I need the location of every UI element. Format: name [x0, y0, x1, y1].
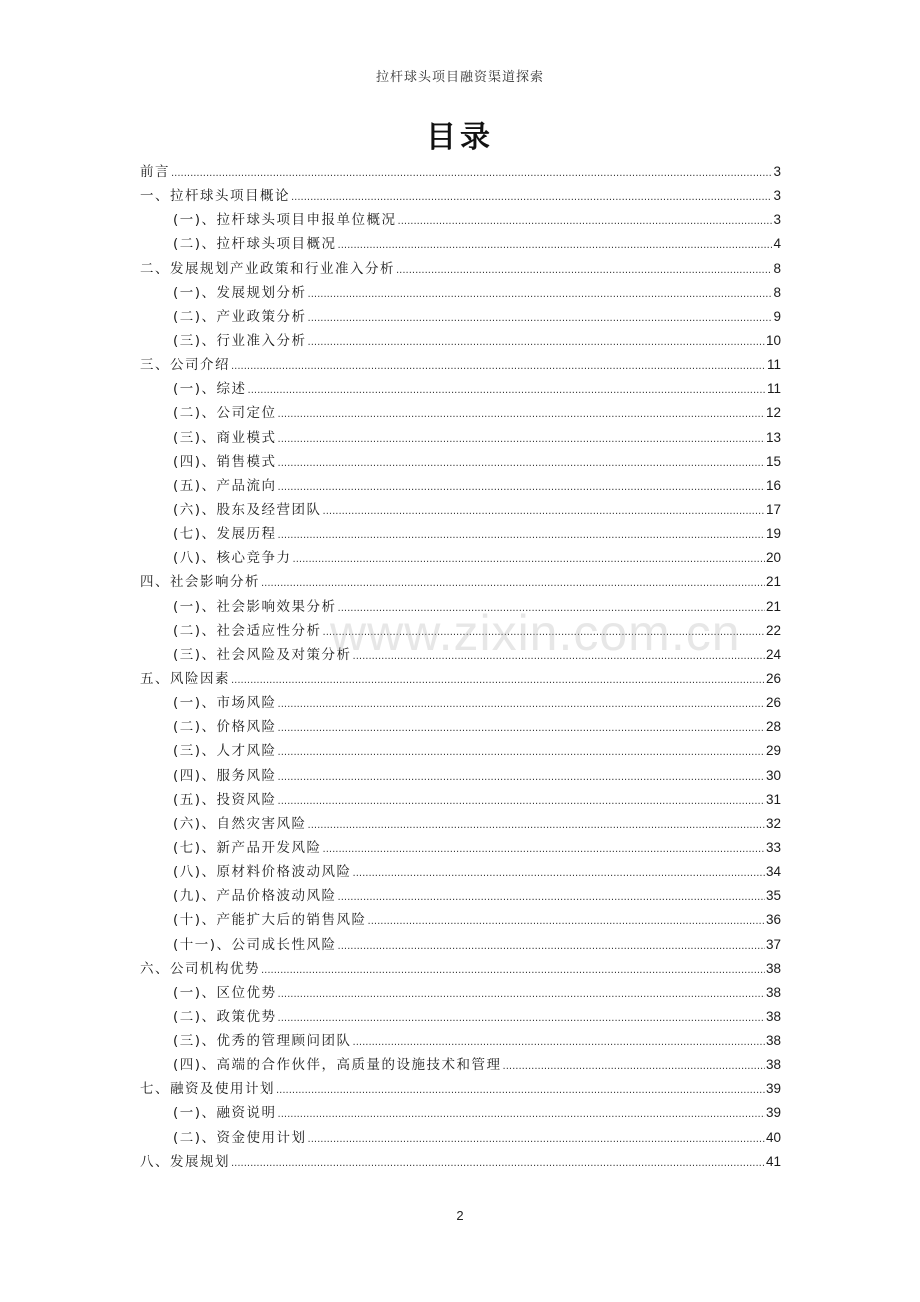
toc-entry-label: (八)、原材料价格波动风险	[173, 864, 352, 881]
dot-leader	[278, 981, 765, 1007]
toc-entry[interactable]	[140, 570, 781, 594]
toc-entry-label: (七)、新产品开发风险	[173, 839, 322, 856]
toc-entry-label: (三)、社会风险及对策分析	[173, 646, 352, 663]
toc-entry[interactable]	[140, 957, 781, 981]
toc-subentry[interactable]	[140, 908, 781, 932]
toc-entry-label: (三)、商业模式	[173, 429, 277, 446]
dot-leader	[338, 232, 773, 258]
toc-subentry[interactable]	[140, 933, 781, 957]
toc-entry-label: 一、拉杆球头项目概论	[140, 188, 290, 205]
toc-entry-label: 前言	[140, 164, 170, 180]
toc-subentry[interactable]	[140, 884, 781, 908]
dot-leader	[308, 329, 765, 355]
toc-entry-page: 40	[765, 1129, 781, 1145]
dot-leader	[278, 522, 765, 548]
toc-entry-page: 10	[765, 332, 781, 348]
toc-entry[interactable]	[140, 184, 781, 208]
toc-subentry[interactable]	[140, 377, 781, 401]
dot-leader	[323, 836, 765, 862]
toc-entry-page: 26	[765, 695, 781, 711]
toc-entry-page: 28	[765, 719, 781, 735]
dot-leader	[398, 208, 773, 234]
toc-entry[interactable]	[140, 667, 781, 691]
dot-leader	[323, 619, 765, 645]
toc-entry-label: 三、公司介绍	[140, 357, 230, 374]
toc-entry-page: 21	[765, 598, 781, 614]
toc-entry-label: (三)、行业准入分析	[173, 332, 307, 349]
toc-entry-label: (七)、发展历程	[173, 526, 277, 543]
toc-subentry[interactable]	[140, 208, 781, 232]
toc-entry-label: (一)、发展规划分析	[173, 284, 307, 301]
toc-subentry[interactable]	[140, 715, 781, 739]
toc-subentry[interactable]	[140, 1053, 781, 1077]
toc-entry-page: 3	[773, 164, 781, 179]
toc-subentry[interactable]	[140, 619, 781, 643]
toc-subentry[interactable]	[140, 860, 781, 884]
toc-entry-page: 19	[765, 526, 781, 542]
toc-entry-label: (五)、投资风险	[173, 791, 277, 808]
toc-entry-page: 12	[765, 405, 781, 421]
dot-leader	[278, 426, 765, 452]
toc-entry-page: 8	[773, 284, 781, 300]
toc-entry-label: 六、公司机构优势	[140, 960, 260, 977]
dot-leader	[171, 160, 772, 186]
toc-entry-label: (一)、区位优势	[173, 984, 277, 1001]
toc-entry[interactable]	[140, 1077, 781, 1101]
toc-subentry[interactable]	[140, 401, 781, 425]
dot-leader	[291, 184, 772, 210]
dot-leader	[368, 908, 765, 934]
dot-leader	[248, 377, 766, 403]
toc-entry-label: (四)、服务风险	[173, 767, 277, 784]
dot-leader	[231, 667, 765, 693]
toc-entry-label: (二)、政策优势	[173, 1008, 277, 1025]
toc-entry-label: (二)、社会适应性分析	[173, 622, 322, 639]
toc-entry-page: 31	[765, 791, 781, 807]
toc-entry-label: (一)、拉杆球头项目申报单位概况	[173, 212, 397, 229]
toc-entry-label: (二)、资金使用计划	[173, 1129, 307, 1146]
toc-entry-label: 五、风险因素	[140, 670, 230, 687]
toc-subentry[interactable]	[140, 691, 781, 715]
toc-entry-page: 11	[766, 357, 781, 373]
toc-entry-page: 38	[765, 1057, 781, 1073]
toc-entry-page: 39	[765, 1105, 781, 1121]
toc-entry-page: 4	[773, 236, 781, 252]
toc-entry-page: 39	[765, 1081, 781, 1097]
toc-entry-page: 32	[765, 815, 781, 831]
toc-subentry[interactable]	[140, 498, 781, 522]
toc-entry-page: 33	[765, 839, 781, 855]
toc-entry-label: (一)、社会影响效果分析	[173, 598, 337, 615]
toc-entry-page: 34	[765, 864, 781, 880]
dot-leader	[231, 1150, 765, 1176]
dot-leader	[338, 933, 765, 959]
toc-entry-label: (二)、公司定位	[173, 405, 277, 422]
toc-entry-page: 13	[765, 429, 781, 445]
toc-entry-label: (四)、高端的合作伙伴，高质量的设施技术和管理	[173, 1057, 502, 1074]
toc-entry-label: (三)、优秀的管理顾问团队	[173, 1033, 352, 1050]
toc-entry-label: (一)、综述	[173, 381, 247, 398]
dot-leader	[338, 595, 765, 621]
toc-entry-page: 35	[765, 888, 781, 904]
toc-entry-page: 41	[765, 1153, 781, 1169]
toc-entry-page: 38	[765, 960, 781, 976]
toc-entry[interactable]	[140, 257, 781, 281]
toc-subentry[interactable]	[140, 643, 781, 667]
toc-subentry[interactable]	[140, 981, 781, 1005]
toc-entry-label: (四)、销售模式	[173, 453, 277, 470]
toc-entry-page: 29	[765, 743, 781, 759]
dot-leader	[353, 1029, 765, 1055]
dot-leader	[278, 715, 765, 741]
toc-entry-label: 四、社会影响分析	[140, 574, 260, 591]
toc-entry-page: 20	[765, 550, 781, 566]
watermark: www.zixin.com.cn	[330, 605, 741, 661]
toc-entry-page: 15	[765, 453, 781, 469]
dot-leader	[293, 546, 765, 572]
dot-leader	[278, 401, 765, 427]
toc-subentry[interactable]	[140, 739, 781, 763]
toc-subentry[interactable]	[140, 1101, 781, 1125]
toc-subentry[interactable]	[140, 595, 781, 619]
toc-entry-label: (九)、产品价格波动风险	[173, 888, 337, 905]
toc-entry-label: (一)、市场风险	[173, 695, 277, 712]
toc-subentry[interactable]	[140, 305, 781, 329]
toc-entry[interactable]	[140, 1150, 781, 1174]
dot-leader	[276, 1077, 765, 1103]
dot-leader	[278, 764, 765, 790]
toc-entry-label: 七、融资及使用计划	[140, 1081, 275, 1098]
toc-entry-page: 36	[765, 912, 781, 928]
toc-entry-label: 二、发展规划产业政策和行业准入分析	[140, 260, 395, 277]
toc-entry-label: (一)、融资说明	[173, 1105, 277, 1122]
toc-subentry[interactable]	[140, 788, 781, 812]
toc-subentry[interactable]	[140, 232, 781, 256]
toc-entry-page: 37	[765, 936, 781, 952]
toc-subentry[interactable]	[140, 546, 781, 570]
toc-subentry[interactable]	[140, 1126, 781, 1150]
toc-entry-page: 30	[765, 767, 781, 783]
toc-entry-label: (六)、自然灾害风险	[173, 815, 307, 832]
toc-entry-page: 8	[773, 260, 781, 276]
dot-leader	[353, 643, 765, 669]
dot-leader	[308, 1126, 765, 1152]
toc-entry[interactable]	[140, 353, 781, 377]
dot-leader	[278, 691, 765, 717]
toc-entry-label: (五)、产品流向	[173, 477, 277, 494]
dot-leader	[396, 257, 772, 283]
toc-subentry[interactable]	[140, 836, 781, 860]
toc-entry-label: (二)、产业政策分析	[173, 308, 307, 325]
toc-entry[interactable]	[140, 160, 781, 184]
table-of-contents	[140, 160, 781, 1174]
toc-subentry[interactable]	[140, 522, 781, 546]
toc-title: 目录	[426, 120, 494, 155]
toc-subentry[interactable]	[140, 329, 781, 353]
dot-leader	[338, 884, 765, 910]
dot-leader	[278, 788, 765, 814]
dot-leader	[278, 474, 765, 500]
toc-subentry[interactable]	[140, 764, 781, 788]
toc-subentry[interactable]	[140, 474, 781, 498]
toc-subentry[interactable]	[140, 1005, 781, 1029]
toc-subentry[interactable]	[140, 426, 781, 450]
toc-entry-page: 3	[773, 212, 781, 228]
toc-entry-page: 38	[765, 1008, 781, 1024]
toc-entry-page: 11	[766, 381, 781, 397]
toc-entry-label: (二)、价格风险	[173, 719, 277, 736]
dot-leader	[261, 957, 765, 983]
toc-entry-page: 26	[765, 670, 781, 686]
toc-entry-page: 16	[765, 477, 781, 493]
toc-entry-page: 38	[765, 984, 781, 1000]
toc-entry-label: (十一)、公司成长性风险	[173, 936, 337, 953]
toc-entry-page: 3	[773, 188, 781, 204]
toc-subentry[interactable]	[140, 281, 781, 305]
toc-entry-label: (三)、人才风险	[173, 743, 277, 760]
dot-leader	[278, 1005, 765, 1031]
toc-entry-label: (六)、股东及经营团队	[173, 501, 322, 518]
toc-entry-label: (八)、核心竞争力	[173, 550, 292, 567]
page-number: 2	[456, 1208, 464, 1223]
dot-leader	[278, 450, 765, 476]
dot-leader	[231, 353, 766, 379]
dot-leader	[308, 305, 773, 331]
toc-subentry[interactable]	[140, 450, 781, 474]
toc-entry-page: 24	[765, 646, 781, 662]
toc-entry-page: 9	[773, 308, 781, 324]
dot-leader	[278, 1101, 765, 1127]
toc-subentry[interactable]	[140, 1029, 781, 1053]
dot-leader	[308, 281, 773, 307]
toc-entry-page: 22	[765, 622, 781, 638]
dot-leader	[308, 812, 765, 838]
dot-leader	[261, 570, 765, 596]
toc-entry-page: 38	[765, 1033, 781, 1049]
dot-leader	[323, 498, 765, 524]
toc-entry-label: (二)、拉杆球头项目概况	[173, 236, 337, 253]
toc-subentry[interactable]	[140, 812, 781, 836]
toc-entry-label: (十)、产能扩大后的销售风险	[173, 912, 367, 929]
toc-entry-label: 八、发展规划	[140, 1153, 230, 1170]
dot-leader	[503, 1053, 765, 1079]
dot-leader	[353, 860, 765, 886]
running-header: 拉杆球头项目融资渠道探索	[375, 70, 544, 85]
toc-entry-page: 17	[765, 501, 781, 517]
dot-leader	[278, 739, 765, 765]
toc-entry-page: 21	[765, 574, 781, 590]
